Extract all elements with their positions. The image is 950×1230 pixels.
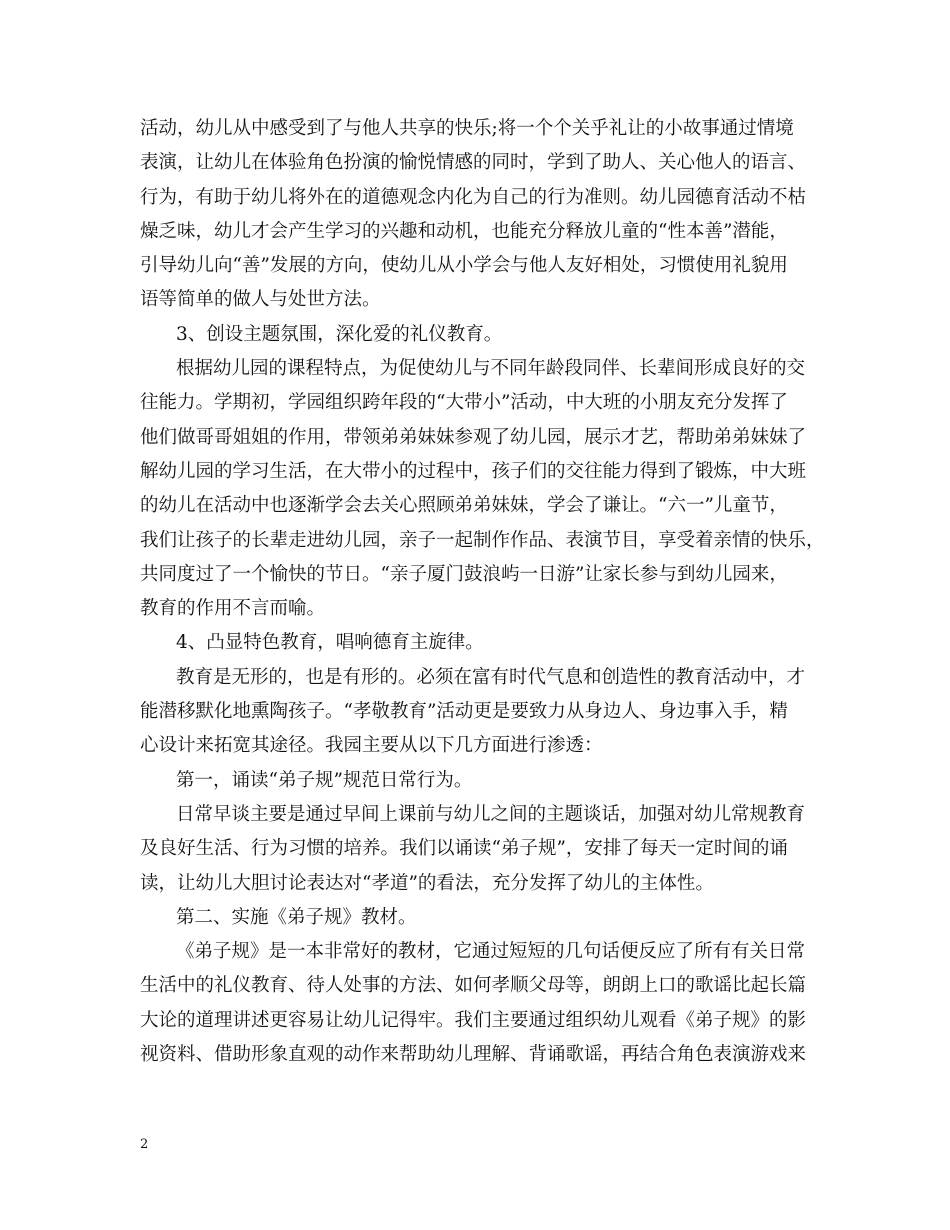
text-line: 日常早谈主要是通过早间上课前与幼儿之间的主题谈话，加强对幼儿常规教育: [176, 803, 806, 825]
text-line: 行为，有助于幼儿将外在的道德观念内化为自己的行为准则。幼儿园德育活动不枯: [140, 186, 807, 208]
text-line: 心设计来拓宽其途径。我园主要从以下几方面进行渗透：: [140, 735, 603, 757]
text-line: 我们让孩子的长辈走进幼儿园，亲子一起制作作品、表演节目，享受着亲情的快乐，: [140, 529, 825, 551]
text-line: 视资料、借助形象直观的动作来帮助幼儿理解、背诵歌谣，再结合角色表演游戏来: [140, 1044, 807, 1066]
text-line: 大论的道理讲述更容易让幼儿记得牢。我们主要通过组织幼儿观看《弟子规》的影: [140, 1009, 807, 1031]
page-number: 2: [140, 1137, 149, 1152]
text-line: 活动，幼儿从中感受到了与他人共享的快乐;将一个个关乎礼让的小故事通过情境: [140, 118, 794, 139]
text-line: 读，让幼儿大胆讨论表达对“孝道”的看法，充分发挥了幼儿的主体性。: [140, 872, 714, 894]
text-line: 引导幼儿向“善”发展的方向，使幼儿从小学会与他人友好相处，习惯使用礼貌用: [140, 255, 788, 277]
text-line: 语等简单的做人与处世方法。: [140, 289, 381, 311]
text-line: 他们做哥哥姐姐的作用，带领弟弟妹妹参观了幼儿园，展示才艺，帮助弟弟妹妹了: [140, 426, 807, 448]
text-line: 共同度过了一个愉快的节日。“亲子厦门鼓浪屿一日游”让家长参与到幼儿园来，: [140, 563, 788, 585]
text-line: 4、凸显特色教育，唱响德育主旋律。: [176, 632, 484, 654]
text-line: 《弟子规》是一本非常好的教材，它通过短短的几句话便反应了所有有关日常: [176, 941, 806, 963]
text-line: 的幼儿在活动中也逐渐学会去关心照顾弟弟妹妹，学会了谦让。“六一”儿童节，: [140, 495, 788, 517]
text-line: 3、创设主题氛围，深化爱的礼仪教育。: [176, 323, 503, 345]
text-line: 教育的作用不言而喻。: [140, 598, 326, 620]
text-line: 根据幼儿园的课程特点，为促使幼儿与不同年龄段同伴、长辈间形成良好的交: [176, 358, 806, 380]
text-line: 第一，诵读“弟子规”规范日常行为。: [176, 769, 473, 791]
text-line: 能潜移默化地熏陶孩子。“孝敬教育”活动更是要致力从身边人、身边事入手，精: [140, 701, 788, 723]
text-line: 教育是无形的，也是有形的。必须在富有时代气息和创造性的教育活动中，才: [176, 666, 806, 688]
text-line: 往能力。学期初，学园组织跨年段的“大带小”活动，中大班的小朋友充分发挥了: [140, 392, 788, 414]
body-text: [140, 112, 825, 1072]
text-line: 第二、实施《弟子规》教材。: [176, 906, 417, 928]
text-line: 及良好生活、行为习惯的培养。我们以诵读“弟子规”，安排了每天一定时间的诵: [140, 838, 788, 860]
text-line: 生活中的礼仪教育、待人处事的方法、如何孝顺父母等，朗朗上口的歌谣比起长篇: [140, 975, 807, 997]
text-line: 表演，让幼儿在体验角色扮演的愉悦情感的同时，学到了助人、关心他人的语言、: [140, 152, 807, 174]
text-line: 解幼儿园的学习生活，在大带小的过程中，孩子们的交往能力得到了锻炼，中大班: [140, 460, 807, 482]
text-line: 燥乏味，幼儿才会产生学习的兴趣和动机，也能充分释放儿童的“性本善”潜能，: [140, 220, 788, 242]
